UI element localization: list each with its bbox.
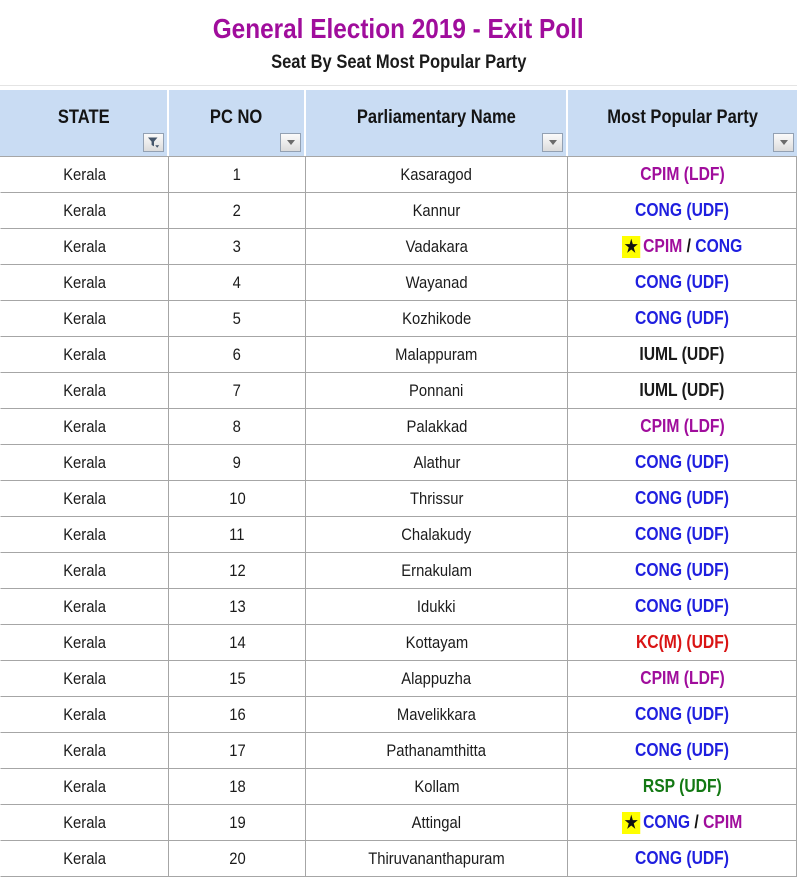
party-segment: CPIM [702, 812, 743, 832]
state-value: Kerala [63, 308, 106, 328]
cell-constituency[interactable] [306, 229, 568, 265]
cell-constituency[interactable] [306, 841, 568, 877]
pc-no-value: 15 [228, 668, 246, 688]
cell-pc-no[interactable] [169, 445, 306, 481]
table-row [0, 373, 797, 409]
cell-pc-no[interactable] [169, 697, 306, 733]
pc-no-value: 5 [232, 308, 242, 328]
pc-no-value: 12 [228, 560, 246, 580]
party-segment: CPIM (LDF) [639, 668, 725, 688]
constituency-value: Palakkad [406, 416, 467, 436]
cell-most-popular-party[interactable] [568, 157, 797, 193]
state-value: Kerala [63, 632, 106, 652]
state-value: Kerala [63, 488, 106, 508]
cell-most-popular-party[interactable] [568, 265, 797, 301]
cell-state[interactable] [0, 553, 169, 589]
cell-constituency[interactable] [306, 301, 568, 337]
star-icon: ★ [622, 236, 640, 258]
cell-most-popular-party[interactable] [568, 517, 797, 553]
pc-no-value: 3 [232, 236, 242, 256]
state-value: Kerala [63, 236, 106, 256]
party-value [640, 164, 724, 185]
cell-pc-no[interactable] [169, 373, 306, 409]
state-value: Kerala [63, 344, 106, 364]
table-row [0, 661, 797, 697]
party-value [635, 488, 729, 509]
cell-constituency[interactable] [306, 337, 568, 373]
party-segment: CONG (UDF) [635, 560, 729, 580]
state-value: Kerala [63, 200, 106, 220]
party-value [635, 200, 729, 221]
cell-state[interactable] [0, 409, 169, 445]
pc-no-filter-button[interactable] [280, 133, 301, 152]
state-value: Kerala [63, 560, 106, 580]
table-row [0, 733, 797, 769]
state-value: Kerala [63, 704, 106, 724]
cell-pc-no[interactable] [169, 553, 306, 589]
party-segment: CONG [642, 812, 690, 832]
cell-most-popular-party[interactable] [568, 589, 797, 625]
party-value [640, 416, 724, 437]
table-row [0, 589, 797, 625]
party-segment: CONG (UDF) [635, 272, 729, 292]
state-value: Kerala [63, 452, 106, 472]
cell-constituency[interactable] [306, 265, 568, 301]
pc-no-value: 2 [232, 200, 242, 220]
cell-most-popular-party[interactable] [568, 625, 797, 661]
party-segment: CONG (UDF) [635, 200, 729, 220]
constituency-value: Idukki [417, 596, 456, 616]
constituency-value: Kottayam [405, 632, 468, 652]
pc-no-value: 17 [228, 740, 246, 760]
cell-constituency[interactable] [306, 805, 568, 841]
constituency-value: Ernakulam [401, 560, 472, 580]
pc-no-value: 14 [228, 632, 246, 652]
table-row [0, 805, 797, 841]
party-segment: CONG (UDF) [635, 704, 729, 724]
star-icon: ★ [622, 812, 640, 834]
cell-most-popular-party[interactable] [568, 193, 797, 229]
party-segment: CPIM (LDF) [639, 164, 725, 184]
cell-most-popular-party[interactable] [568, 337, 797, 373]
cell-constituency[interactable] [306, 733, 568, 769]
table-row [0, 193, 797, 229]
pc-no-value: 4 [232, 272, 242, 292]
cell-most-popular-party[interactable] [568, 553, 797, 589]
cell-state[interactable] [0, 805, 169, 841]
cell-state[interactable] [0, 661, 169, 697]
party-value [635, 524, 729, 545]
cell-constituency[interactable] [306, 697, 568, 733]
header-label-state: STATE [57, 107, 110, 128]
table-row [0, 697, 797, 733]
party-segment: RSP (UDF) [642, 776, 722, 796]
party-value [622, 236, 742, 258]
party-value [635, 308, 729, 329]
cell-pc-no[interactable] [169, 193, 306, 229]
party-segment: KC(M) (UDF) [635, 632, 729, 652]
cell-most-popular-party[interactable] [568, 409, 797, 445]
pc-no-value: 16 [228, 704, 246, 724]
cell-pc-no[interactable] [169, 589, 306, 625]
dropdown-arrow-icon [549, 140, 557, 145]
table-header [0, 90, 797, 156]
constituency-value: Mavelikkara [397, 704, 476, 724]
party-segment: CPIM (LDF) [639, 416, 725, 436]
party-segment: CONG (UDF) [635, 596, 729, 616]
state-value: Kerala [63, 668, 106, 688]
page-subtitle: Seat By Seat Most Popular Party [270, 52, 527, 73]
cell-pc-no[interactable] [169, 337, 306, 373]
cell-constituency[interactable] [306, 481, 568, 517]
pc-no-value: 6 [232, 344, 242, 364]
cell-pc-no[interactable] [169, 625, 306, 661]
party-value [640, 668, 724, 689]
cell-state[interactable] [0, 589, 169, 625]
header-cell-parliamentary-name[interactable] [306, 90, 568, 156]
constituency-value: Kozhikode [401, 308, 472, 328]
parliamentary-name-filter-button[interactable] [542, 133, 563, 152]
party-value [635, 704, 729, 725]
cell-pc-no[interactable] [169, 733, 306, 769]
cell-pc-no[interactable] [169, 157, 306, 193]
header-cell-state[interactable] [0, 90, 169, 156]
table-row [0, 337, 797, 373]
pc-no-value: 7 [232, 380, 242, 400]
party-value [635, 632, 728, 653]
dropdown-arrow-icon [287, 140, 295, 145]
table-row [0, 769, 797, 805]
party-segment: CONG (UDF) [635, 452, 729, 472]
cell-pc-no[interactable] [169, 661, 306, 697]
party-value [635, 740, 729, 761]
cell-state[interactable] [0, 445, 169, 481]
table-row [0, 265, 797, 301]
cell-most-popular-party[interactable] [568, 301, 797, 337]
constituency-value: Alappuzha [401, 668, 472, 688]
constituency-value: Thrissur [409, 488, 464, 508]
cell-state[interactable] [0, 841, 169, 877]
cell-constituency[interactable] [306, 373, 568, 409]
state-value: Kerala [63, 416, 106, 436]
cell-most-popular-party[interactable] [568, 733, 797, 769]
dropdown-arrow-icon [780, 140, 788, 145]
header-cell-most-popular-party[interactable] [568, 90, 797, 156]
constituency-value: Vadakara [405, 236, 468, 256]
cell-constituency[interactable] [306, 661, 568, 697]
cell-state[interactable] [0, 373, 169, 409]
state-filter-button[interactable] [143, 133, 164, 152]
cell-constituency[interactable] [306, 193, 568, 229]
cell-state[interactable] [0, 697, 169, 733]
pc-no-value: 1 [232, 164, 242, 184]
pc-no-value: 13 [228, 596, 246, 616]
cell-pc-no[interactable] [169, 481, 306, 517]
party-value [635, 272, 729, 293]
constituency-value: Ponnani [409, 380, 464, 400]
party-segment: CONG (UDF) [635, 848, 729, 868]
cell-pc-no[interactable] [169, 769, 306, 805]
table-row [0, 841, 797, 877]
cell-most-popular-party[interactable] [568, 661, 797, 697]
cell-most-popular-party[interactable] [568, 841, 797, 877]
cell-constituency[interactable] [306, 589, 568, 625]
cell-state[interactable] [0, 337, 169, 373]
table-row [0, 445, 797, 481]
party-value [640, 380, 725, 401]
party-segment: / [689, 812, 703, 832]
party-value [635, 848, 729, 869]
table-row [0, 409, 797, 445]
table-row [0, 553, 797, 589]
pc-no-value: 18 [228, 776, 246, 796]
state-value: Kerala [63, 596, 106, 616]
party-segment: IUML (UDF) [639, 380, 725, 400]
cell-constituency[interactable] [306, 445, 568, 481]
cell-state[interactable] [0, 265, 169, 301]
cell-constituency[interactable] [306, 157, 568, 193]
cell-pc-no[interactable] [169, 517, 306, 553]
state-value: Kerala [63, 272, 106, 292]
cell-pc-no[interactable] [169, 265, 306, 301]
table-row [0, 157, 797, 193]
cell-constituency[interactable] [306, 553, 568, 589]
cell-pc-no[interactable] [169, 805, 306, 841]
party-segment: CONG (UDF) [635, 524, 729, 544]
pc-no-value: 8 [232, 416, 242, 436]
cell-constituency[interactable] [306, 769, 568, 805]
cell-state[interactable] [0, 769, 169, 805]
cell-state[interactable] [0, 625, 169, 661]
cell-constituency[interactable] [306, 517, 568, 553]
header-cell-pc-no[interactable] [169, 90, 306, 156]
cell-state[interactable] [0, 157, 169, 193]
state-value: Kerala [63, 848, 106, 868]
table-body [0, 156, 797, 877]
cell-pc-no[interactable] [169, 301, 306, 337]
page-title: General Election 2019 - Exit Poll [213, 13, 584, 44]
cell-state[interactable] [0, 229, 169, 265]
cell-pc-no[interactable] [169, 229, 306, 265]
constituency-value: Chalakudy [401, 524, 472, 544]
constituency-value: Pathanamthitta [386, 740, 487, 760]
state-value: Kerala [63, 776, 106, 796]
header-label-parliamentary-name: Parliamentary Name [356, 107, 516, 128]
cell-constituency[interactable] [306, 409, 568, 445]
pc-no-value: 20 [228, 848, 246, 868]
constituency-value: Malappuram [395, 344, 478, 364]
party-segment: CONG [695, 236, 743, 256]
constituency-value: Wayanad [405, 272, 468, 292]
cell-state[interactable] [0, 481, 169, 517]
cell-state[interactable] [0, 517, 169, 553]
party-segment: CPIM [642, 236, 683, 256]
cell-most-popular-party[interactable] [568, 373, 797, 409]
pc-no-value: 9 [232, 452, 242, 472]
cell-pc-no[interactable] [169, 841, 306, 877]
constituency-value: Kasaragod [400, 164, 473, 184]
party-value [635, 560, 729, 581]
constituency-value: Alathur [413, 452, 460, 472]
constituency-value: Kannur [412, 200, 461, 220]
party-segment: IUML (UDF) [639, 344, 725, 364]
cell-state[interactable] [0, 733, 169, 769]
header-label-pc-no: PC NO [210, 107, 263, 128]
party-segment: CONG (UDF) [635, 488, 729, 508]
pc-no-value: 11 [229, 524, 245, 544]
cell-most-popular-party[interactable] [568, 445, 797, 481]
cell-state[interactable] [0, 193, 169, 229]
table-row [0, 301, 797, 337]
constituency-value: Thiruvananthapuram [368, 848, 505, 868]
cell-most-popular-party[interactable] [568, 229, 797, 265]
party-value [643, 776, 722, 797]
table-row [0, 229, 797, 265]
pc-no-value: 10 [228, 488, 246, 508]
party-segment: / [682, 236, 696, 256]
party-value [635, 596, 729, 617]
cell-most-popular-party[interactable] [568, 805, 797, 841]
most-popular-party-filter-button[interactable] [773, 133, 794, 152]
cell-state[interactable] [0, 301, 169, 337]
table-row [0, 625, 797, 661]
state-value: Kerala [63, 164, 106, 184]
pc-no-value: 19 [228, 812, 246, 832]
state-value: Kerala [63, 524, 106, 544]
cell-most-popular-party[interactable] [568, 481, 797, 517]
state-value: Kerala [63, 740, 106, 760]
party-value [635, 452, 729, 473]
party-value [622, 812, 742, 834]
state-value: Kerala [63, 380, 106, 400]
table-row [0, 517, 797, 553]
party-segment: CONG (UDF) [635, 308, 729, 328]
party-value [640, 344, 725, 365]
cell-most-popular-party[interactable] [568, 697, 797, 733]
cell-most-popular-party[interactable] [568, 769, 797, 805]
header-label-most-popular-party: Most Popular Party [607, 107, 758, 128]
constituency-value: Attingal [411, 812, 462, 832]
title-area [0, 0, 797, 90]
cell-constituency[interactable] [306, 625, 568, 661]
party-segment: CONG (UDF) [635, 740, 729, 760]
table-row [0, 481, 797, 517]
cell-pc-no[interactable] [169, 409, 306, 445]
funnel-filter-icon [147, 136, 160, 149]
constituency-value: Kollam [413, 776, 460, 796]
state-value: Kerala [63, 812, 106, 832]
